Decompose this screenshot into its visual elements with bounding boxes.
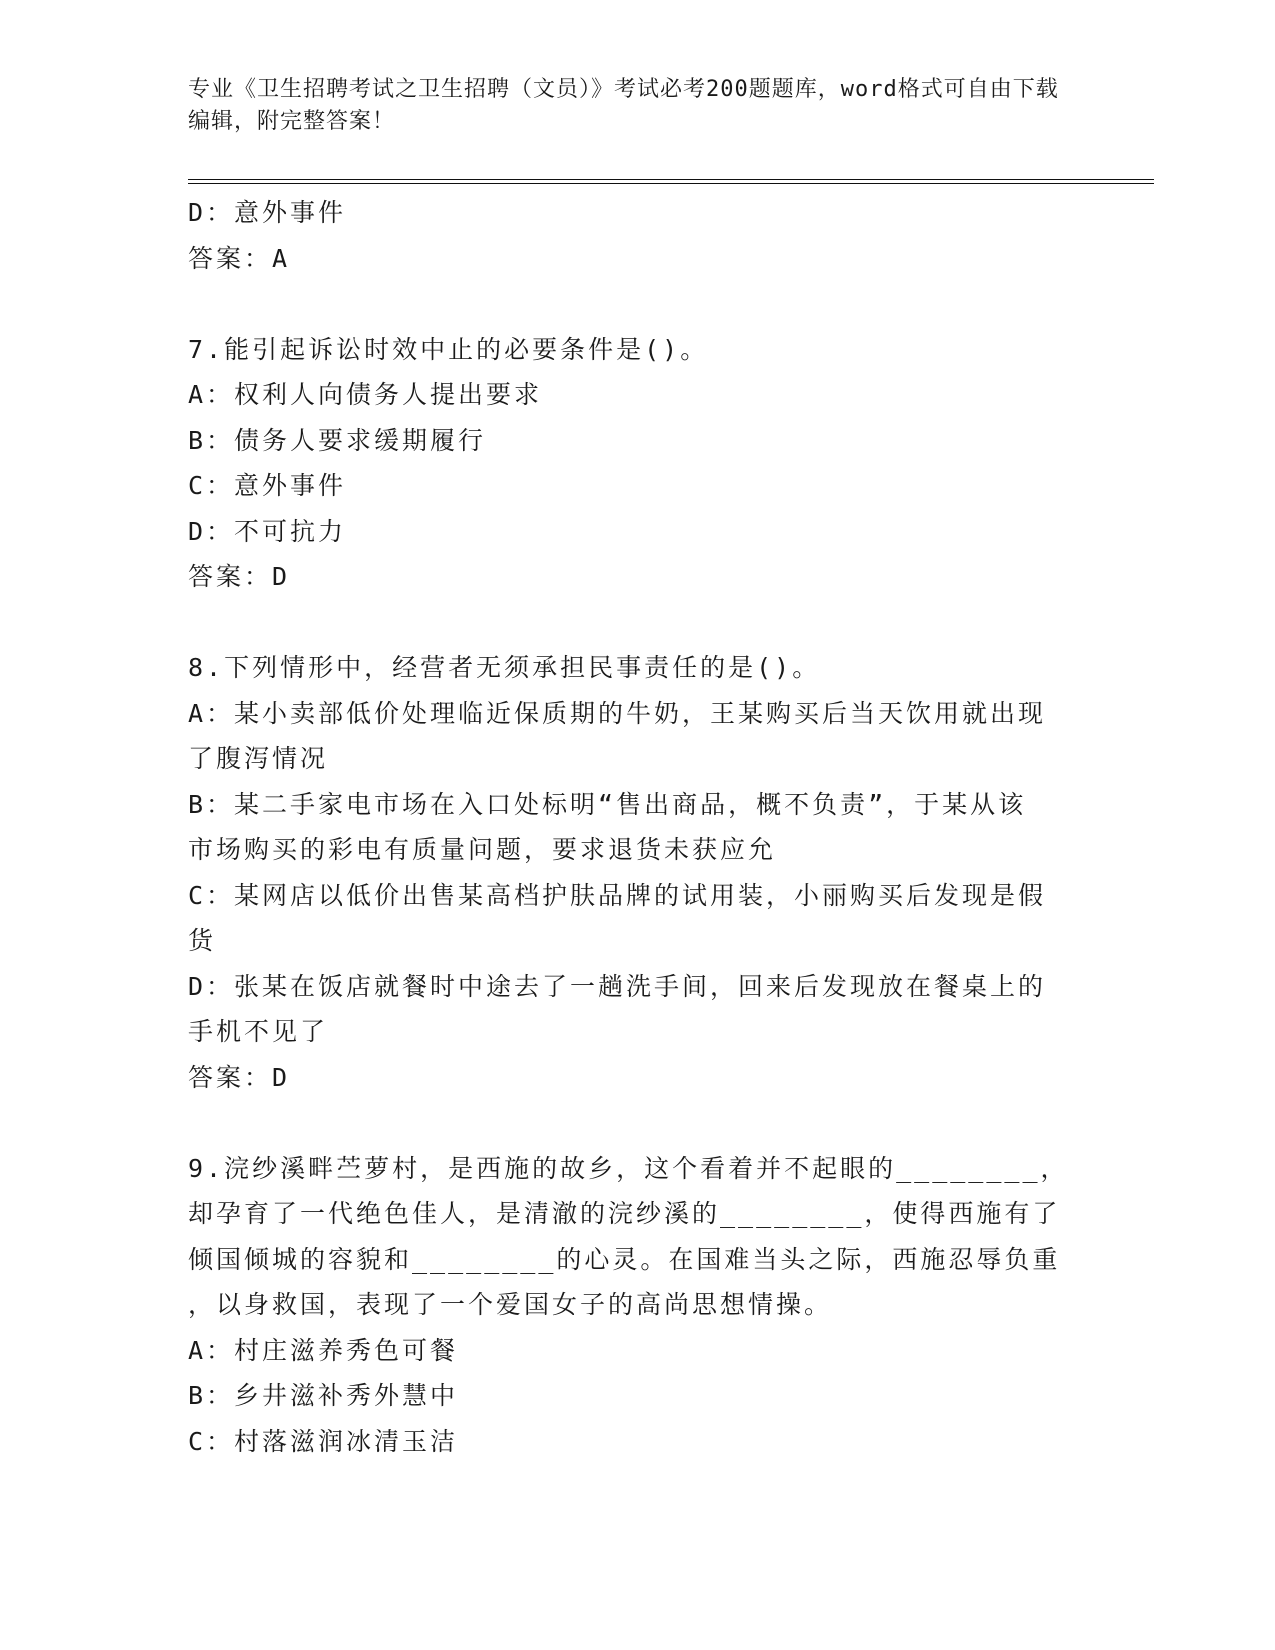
q8-option-c-line2: 货 <box>188 926 217 955</box>
q9-option-c: C：村落滋润冰清玉洁 <box>188 1426 459 1456</box>
q9-stem-line2: 却孕育了一代绝色佳人，是清澈的浣纱溪的________，使得西施有了 <box>188 1199 1061 1228</box>
q8-answer: 答案：D <box>188 1062 291 1092</box>
q7-option-c: C：意外事件 <box>188 471 347 500</box>
prev-option-d: D：意外事件 <box>188 198 347 227</box>
q8-option-a-line1: A：某小卖部低价处理临近保质期的牛奶，王某购买后当天饮用就出现 <box>188 698 1047 728</box>
q8-option-d-line2: 手机不见了 <box>188 1017 329 1046</box>
spacer <box>188 281 1078 327</box>
q8-option-c-line1: C：某网店以低价出售某高档护肤品牌的试用装，小丽购买后发现是假 <box>188 880 1047 910</box>
header-rule-bottom <box>188 183 1154 184</box>
q9-option-b: B：乡井滋补秀外慧中 <box>188 1381 459 1410</box>
q7-option-b: B：债务人要求缓期履行 <box>188 425 487 455</box>
q8-option-b-line2: 市场购买的彩电有质量问题，要求退货未获应允 <box>188 835 777 864</box>
q9-option-a: A：村庄滋养秀色可餐 <box>188 1335 459 1365</box>
q7-option-d: D：不可抗力 <box>188 516 347 546</box>
q8-option-b-line1: B：某二手家电市场在入口处标明“售出商品，概不负责”，于某从该 <box>188 789 1027 819</box>
q9-stem-line1: 9.浣纱溪畔苎萝村，是西施的故乡，这个看着并不起眼的________， <box>188 1153 1069 1183</box>
q7-answer: 答案：D <box>188 562 291 591</box>
spacer <box>188 1100 1078 1146</box>
header-rule-top <box>188 179 1154 180</box>
document-header: 专业《卫生招聘考试之卫生招聘（文员）》考试必考200题题库，word格式可自由下载编辑，附完整答案！ <box>188 77 1059 134</box>
prev-answer: 答案：A <box>188 243 291 273</box>
q9-stem-line3: 倾国倾城的容貌和________的心灵。在国难当头之际，西施忍辱负重 <box>188 1244 1061 1274</box>
spacer <box>188 600 1078 646</box>
question-content <box>188 190 1078 1464</box>
q7-option-a: A：权利人向债务人提出要求 <box>188 380 543 409</box>
q9-stem-line4: ，以身救国，表现了一个爱国女子的高尚思想情操。 <box>188 1290 833 1319</box>
q8-option-d-line1: D：张某在饭店就餐时中途去了一趟洗手间，回来后发现放在餐桌上的 <box>188 971 1047 1001</box>
q7-stem: 7.能引起诉讼时效中止的必要条件是()。 <box>188 334 709 364</box>
q8-stem: 8.下列情形中，经营者无须承担民事责任的是()。 <box>188 653 821 682</box>
q8-option-a-line2: 了腹泻情况 <box>188 744 329 773</box>
